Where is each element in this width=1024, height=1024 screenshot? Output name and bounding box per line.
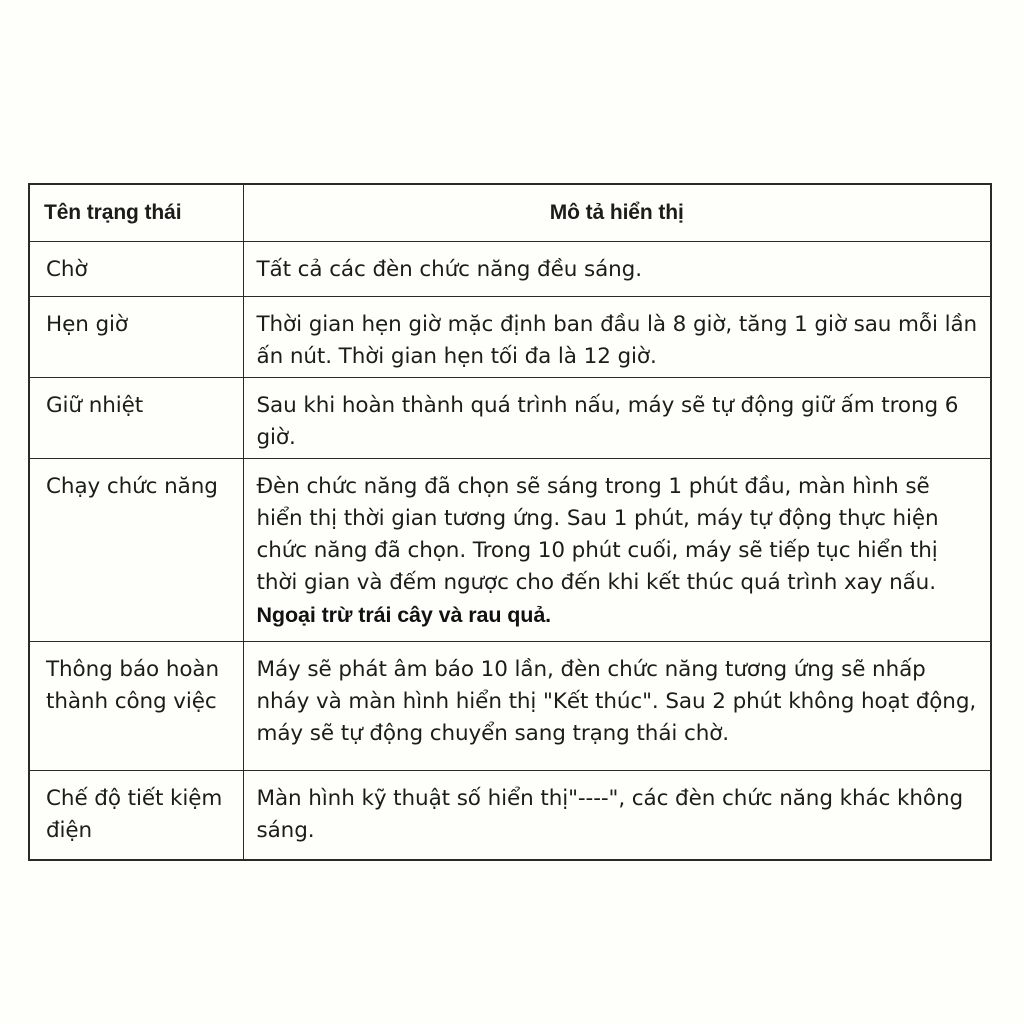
description-text: Máy sẽ phát âm báo 10 lần, đèn chức năng tương ứng sẽ nhấp nháy và màn hình hiển thị "Kết thúc". Sau 2 phút không hoạt động, máy sẽ tự động chuyển sang trạng thái chờ. (256, 657, 977, 746)
state-name-cell: Thông báo hoàn thành công việc (29, 642, 243, 771)
state-name-cell: Chế độ tiết kiệm điện (29, 771, 243, 861)
state-description-cell (243, 459, 991, 642)
table-row (29, 297, 991, 378)
table-row (29, 459, 991, 642)
description-text: Tất cả các đèn chức năng đều sáng. (256, 257, 642, 282)
state-description-cell (243, 242, 991, 297)
description-text: Đèn chức năng đã chọn sẽ sáng trong 1 phút đầu, màn hình sẽ hiển thị thời gian tương ứng. Sau 1 phút, máy tự động thực hiện chức năng đã chọn. Trong 10 phút cuối, máy sẽ tiếp tục hiển thị thời gian và đếm ngược cho đến khi kết thúc quá trình xay nấu. (256, 474, 939, 595)
state-description-cell (243, 771, 991, 861)
description-text: Sau khi hoàn thành quá trình nấu, máy sẽ tự động giữ ấm trong 6 giờ. (256, 393, 959, 450)
state-description-cell (243, 378, 991, 459)
state-name-cell: Chạy chức năng (29, 459, 243, 642)
state-description-cell (243, 297, 991, 378)
table-row (29, 242, 991, 297)
table-row (29, 771, 991, 861)
header-state-name: Tên trạng thái (29, 184, 243, 242)
state-description-cell (243, 642, 991, 771)
table-row (29, 642, 991, 771)
table-row (29, 378, 991, 459)
header-display-description: Mô tả hiển thị (243, 184, 991, 242)
description-text: Màn hình kỹ thuật số hiển thị"----", các đèn chức năng khác không sáng. (256, 786, 964, 843)
state-name-cell: Giữ nhiệt (29, 378, 243, 459)
state-name-cell: Chờ (29, 242, 243, 297)
table-header-row (29, 184, 991, 242)
description-text: Thời gian hẹn giờ mặc định ban đầu là 8 giờ, tăng 1 giờ sau mỗi lần ấn nút. Thời gian hẹn tối đa là 12 giờ. (256, 312, 978, 369)
state-description-table (28, 183, 992, 861)
description-emphasis-text: Ngoại trừ trái cây và rau quả. (256, 603, 552, 627)
state-name-cell: Hẹn giờ (29, 297, 243, 378)
